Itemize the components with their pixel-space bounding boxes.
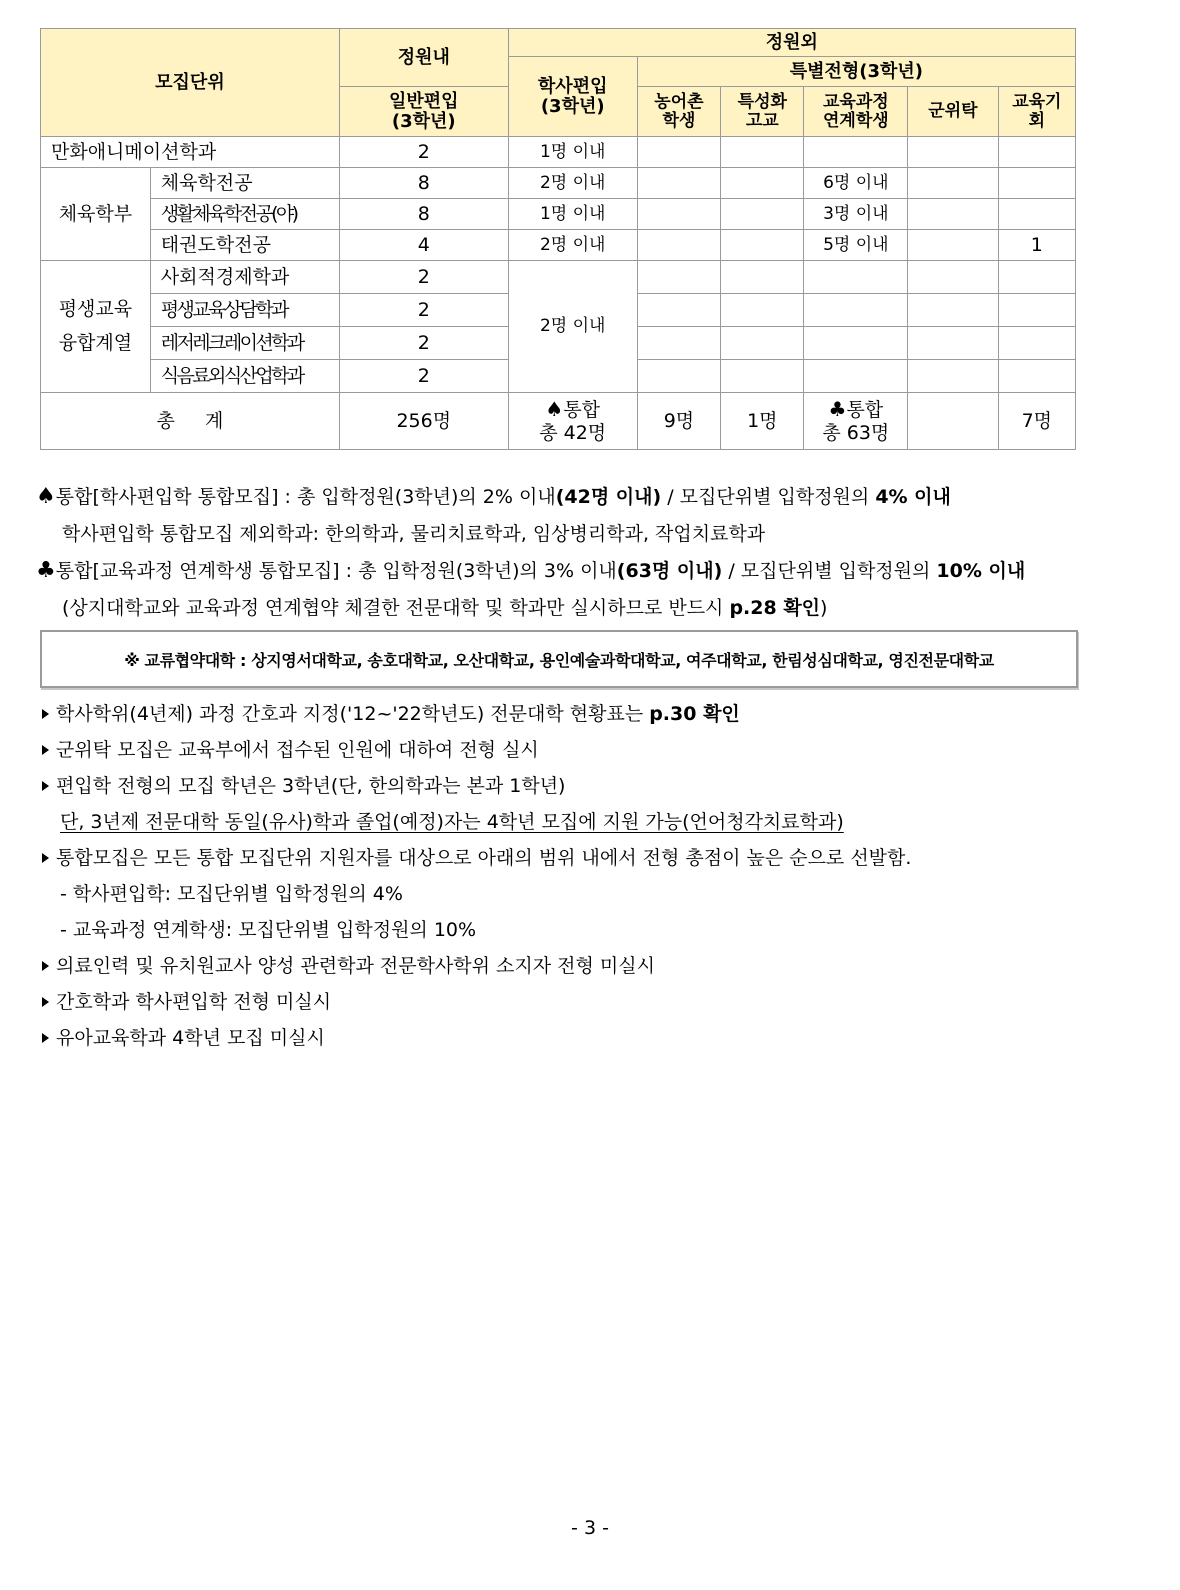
club-icon: ♣	[36, 558, 56, 583]
total-linked: ♣통합 총 63명	[804, 393, 908, 450]
general-cell: 2	[339, 327, 508, 360]
club-icon: ♣	[828, 397, 847, 422]
header-curriculum-linked: 교육과정 연계학생	[804, 87, 908, 137]
general-cell: 8	[339, 168, 508, 199]
club-detail-note: (상지대학교와 교육과정 연계협약 체결한 전문대학 및 학과만 실시하므로 반드시 p.28 확인)	[62, 597, 828, 619]
spade-icon: ♠	[36, 484, 56, 509]
list-item: 간호학과 학사편입학 전형 미실시	[40, 988, 1150, 1024]
recruitment-table	[40, 28, 1076, 450]
general-cell: 8	[339, 199, 508, 230]
header-outside-quota: 정원외	[508, 29, 1075, 57]
unit-cell: 체육학전공	[150, 168, 339, 199]
bachelor-cell: 2명 이내	[508, 168, 637, 199]
list-item: 유아교육학과 4학년 모집 미실시	[40, 1024, 1150, 1060]
table-row	[41, 230, 1076, 261]
general-cell: 2	[339, 294, 508, 327]
total-row	[41, 393, 1076, 450]
linked-cell: 6명 이내	[804, 168, 908, 199]
header-rural: 농어촌 학생	[637, 87, 720, 137]
bachelor-cell: 1명 이내	[508, 199, 637, 230]
group-cell: 체육학부	[41, 168, 151, 261]
linked-cell: 5명 이내	[804, 230, 908, 261]
unit-cell: 생활체육학전공(야)	[150, 199, 339, 230]
general-cell: 2	[339, 261, 508, 294]
club-note: ♣통합[교육과정 연계학생 통합모집] : 총 입학정원(3학년)의 3% 이내(63명 이내) / 모집단위별 입학정원의 10% 이내	[36, 558, 1026, 583]
group-cell: 평생교육 융합계열	[41, 261, 151, 393]
total-rural: 9명	[637, 393, 720, 450]
table-row	[41, 199, 1076, 230]
page-number: - 3 -	[571, 1517, 609, 1539]
list-item: 학사학위(4년제) 과정 간호과 지정('12~'22학년도) 전문대학 현황표는 p.30 확인	[40, 700, 1150, 736]
list-item: - 학사편입학: 모집단위별 입학정원의 4%	[60, 883, 403, 905]
table-row	[41, 261, 1076, 294]
integrated-notes	[36, 484, 1146, 632]
general-cell: 4	[339, 230, 508, 261]
triangle-bullet-icon	[42, 853, 49, 863]
unit-cell: 사회적경제학과	[150, 261, 339, 294]
triangle-bullet-icon	[42, 1033, 49, 1043]
header-edu-opportunity: 교육기 회	[998, 87, 1075, 137]
list-item: - 교육과정 연계학생: 모집단위별 입학정원의 10%	[60, 919, 477, 941]
header-bachelor-transfer: 학사편입 (3학년)	[508, 57, 637, 137]
unit-cell: 만화애니메이션학과	[41, 137, 340, 168]
general-cell: 2	[339, 360, 508, 393]
header-general-transfer: 일반편입 (3학년)	[339, 87, 508, 137]
list-item: 편입학 전형의 모집 학년은 3학년(단, 한의학과는 본과 1학년)	[40, 772, 1150, 808]
total-bachelor: ♠통합 총 42명	[508, 393, 637, 450]
exchange-agreement-box: ※ 교류협약대학 : 상지영서대학교, 송호대학교, 오산대학교, 용인예술과학대학교, 여주대학교, 한림성심대학교, 영진전문대학교	[40, 630, 1078, 688]
table-row	[41, 137, 1076, 168]
total-edu: 7명	[998, 393, 1075, 450]
unit-cell: 식음료외식산업학과	[150, 360, 339, 393]
list-item: 단, 3년제 전문대학 동일(유사)학과 졸업(예정)자는 4학년 모집에 지원 가능(언어청각치료학과)	[60, 811, 844, 833]
list-item: 통합모집은 모든 통합 모집단위 지원자를 대상으로 아래의 범위 내에서 전형 총점이 높은 순으로 선발함.	[40, 844, 1150, 880]
spade-excluded-note: 학사편입학 통합모집 제외학과: 한의학과, 물리치료학과, 임상병리학과, 작업치료학과	[62, 523, 766, 545]
linked-cell: 3명 이내	[804, 199, 908, 230]
triangle-bullet-icon	[42, 781, 49, 791]
table-row	[41, 168, 1076, 199]
triangle-bullet-icon	[42, 709, 49, 719]
list-item: 의료인력 및 유치원교사 양성 관련학과 전문학사학위 소지자 전형 미실시	[40, 952, 1150, 988]
list-item: 군위탁 모집은 교육부에서 접수된 인원에 대하여 전형 실시	[40, 736, 1150, 772]
unit-cell: 레저레크레이션학과	[150, 327, 339, 360]
header-special-admission: 특별전형(3학년)	[637, 57, 1075, 87]
total-general: 256명	[339, 393, 508, 450]
header-military: 군위탁	[908, 87, 998, 137]
bachelor-merged-cell: 2명 이내	[508, 261, 637, 393]
spade-note: ♠통합[학사편입학 통합모집] : 총 입학정원(3학년)의 2% 이내(42명 이내) / 모집단위별 입학정원의 4% 이내	[36, 484, 951, 509]
unit-cell: 태권도학전공	[150, 230, 339, 261]
bullet-list	[40, 700, 1150, 1060]
total-specialized: 1명	[721, 393, 804, 450]
header-specialized-hs: 특성화 고교	[721, 87, 804, 137]
edu-cell: 1	[998, 230, 1075, 261]
triangle-bullet-icon	[42, 961, 49, 971]
spade-icon: ♠	[545, 397, 564, 422]
triangle-bullet-icon	[42, 745, 49, 755]
unit-cell: 평생교육상담학과	[150, 294, 339, 327]
bachelor-cell: 2명 이내	[508, 230, 637, 261]
general-cell: 2	[339, 137, 508, 168]
total-label: 총 계	[41, 393, 340, 450]
header-within-quota: 정원내	[339, 29, 508, 87]
header-unit: 모집단위	[41, 29, 340, 137]
bachelor-cell: 1명 이내	[508, 137, 637, 168]
triangle-bullet-icon	[42, 997, 49, 1007]
